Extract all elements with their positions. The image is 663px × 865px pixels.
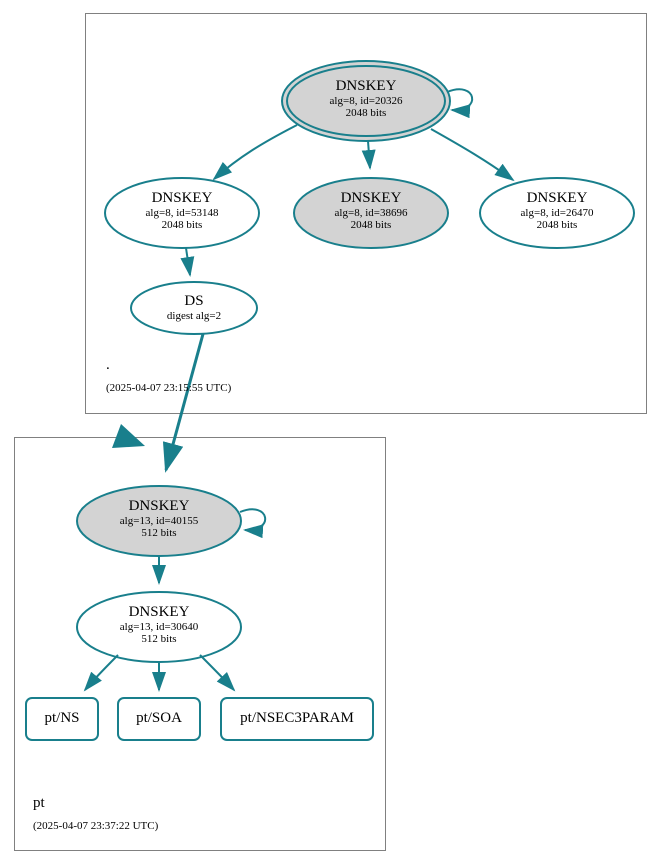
node-pt-soa[interactable] (118, 698, 200, 740)
node-pt-zsk[interactable] (77, 592, 241, 662)
node-root-zsk-38696[interactable] (294, 178, 448, 248)
pt-zone-timestamp: (2025-04-07 23:37:22 UTC) (33, 820, 159, 832)
node-pt-nsec3param[interactable] (221, 698, 373, 740)
node-root-zsk-38696-label: DNSKEY alg=8, id=38696 2048 bits (334, 190, 408, 232)
node-pt-ns[interactable] (26, 698, 98, 740)
edge-root-ksk-to-26470 (431, 129, 513, 180)
edge-ds-to-pt-ksk (112, 334, 203, 470)
node-root-zsk-53148[interactable] (105, 178, 259, 248)
edge-root-ksk-to-53148 (214, 125, 297, 179)
node-root-ksk[interactable] (282, 61, 472, 141)
pt-zone-name: pt (33, 795, 45, 811)
edge-pt-zsk-to-nsec3param (200, 655, 234, 690)
node-pt-ksk-label: DNSKEY alg=13, id=40155 512 bits (119, 498, 199, 540)
node-pt-nsec3param-label: pt/NSEC3PARAM (240, 710, 354, 726)
node-pt-ns-label: pt/NS (44, 710, 80, 726)
node-ds[interactable] (131, 282, 257, 334)
root-zone-timestamp: (2025-04-07 23:15:55 UTC) (106, 382, 232, 394)
node-root-zsk-26470[interactable] (480, 178, 634, 248)
edge-53148-to-ds (186, 248, 190, 275)
node-root-zsk-53148-label: DNSKEY alg=8, id=53148 2048 bits (145, 190, 219, 232)
node-pt-zsk-label: DNSKEY alg=13, id=30640 512 bits (119, 604, 199, 646)
node-pt-soa-label: pt/SOA (136, 710, 182, 726)
node-ds-label: DS digest alg=2 (166, 293, 222, 322)
edge-root-ksk-to-38696 (368, 141, 370, 168)
node-root-zsk-26470-label: DNSKEY alg=8, id=26470 2048 bits (520, 190, 594, 232)
edge-pt-zsk-to-ns (85, 655, 118, 690)
node-pt-ksk[interactable] (77, 486, 265, 556)
root-zone-name: . (106, 357, 110, 373)
node-root-ksk-label: DNSKEY alg=8, id=20326 2048 bits (329, 78, 403, 120)
